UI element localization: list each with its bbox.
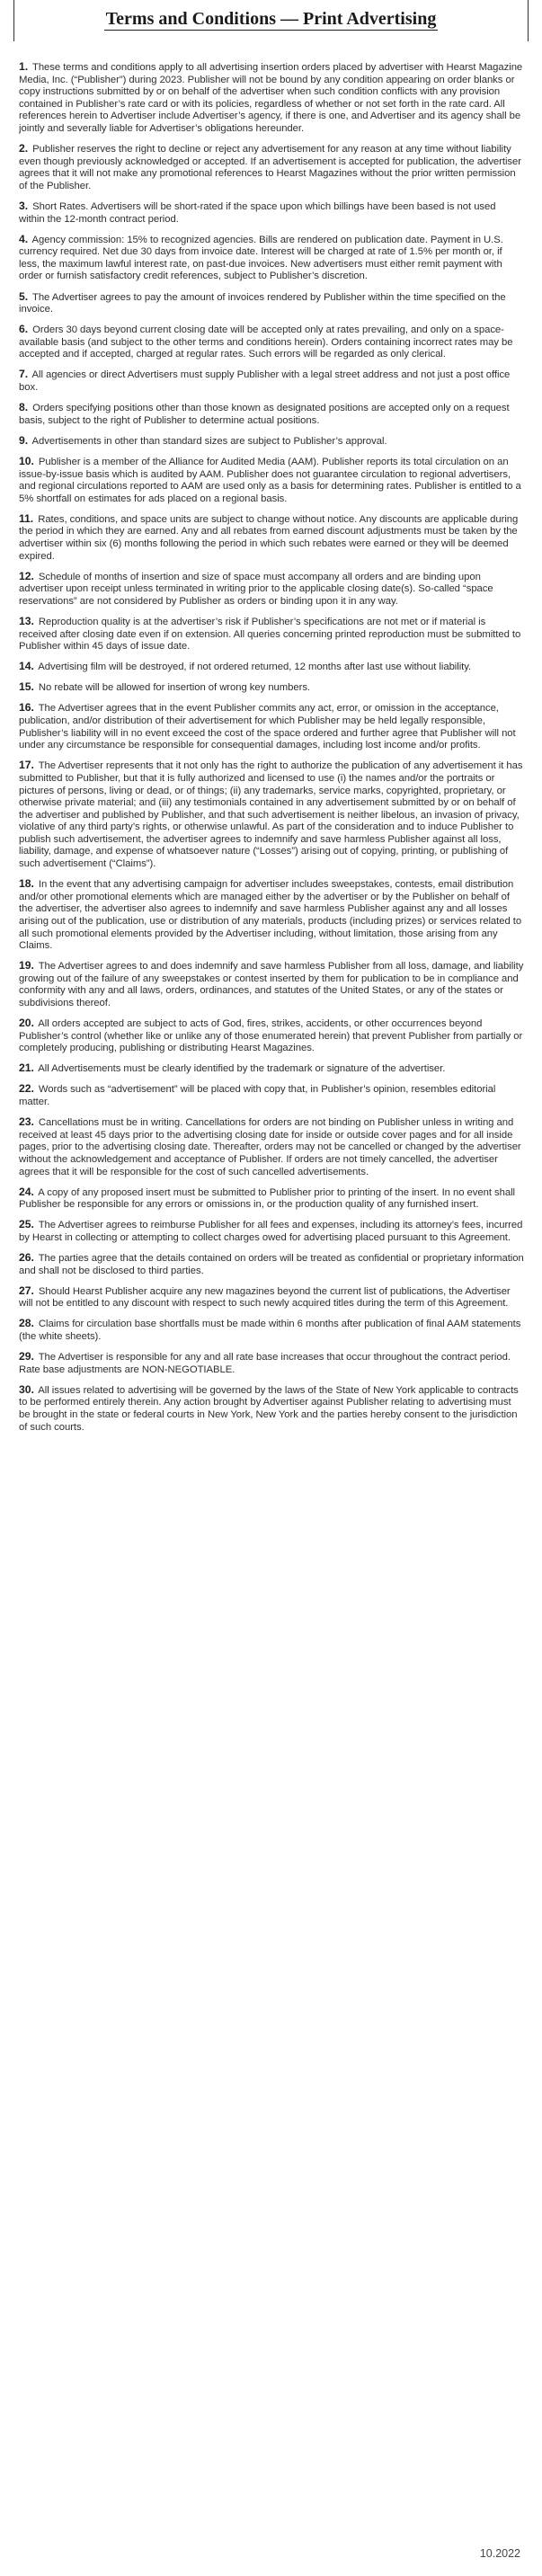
term-number: 1.	[19, 60, 29, 73]
term-number: 2.	[19, 142, 29, 155]
term-number: 26.	[19, 1251, 34, 1264]
term-clause	[19, 1318, 524, 1343]
term-number: 29.	[19, 1350, 34, 1364]
term-clause	[19, 702, 524, 751]
term-number: 23.	[19, 1115, 34, 1129]
term-text: Publisher is a member of the Alliance for Audited Media (AAM). Publisher reports its total circulation on an issue-by-issue basis which is audited by AAM. Publisher does not guarantee circulation to regional advertisers, and regional circulations reported to AAM are used only as a basis for determining rates. Publisher is entitled to a 5% shortfall on estimates for ads placed on a regional basis.	[19, 456, 521, 504]
document-title-text: Terms and Conditions — Print Advertising	[105, 9, 437, 29]
term-text: Advertisements in other than standard sizes are subject to Publisher’s approval.	[31, 435, 387, 447]
term-text: These terms and conditions apply to all advertising insertion orders placed by advertiser with Hearst Magazine Media, Inc. (“Publisher”) during 2023. Publisher will not be bound by any condition appearing on order blanks or copy instructions submitted by or on behalf of the advertiser when such condition conflicts with any provision contained in Publisher’s rate card or with its policies, regardless of whether or not set forth in the rate card. All references herein to Advertiser include Advertiser’s agency, if there is one, and Advertiser and its agency shall be jointly and severally liable for Advertiser’s obligations hereunder.	[19, 62, 523, 134]
term-text: Schedule of months of insertion and size of space must accompany all orders and are binding upon advertiser upon receipt unless terminated in writing prior to the applicable closing date(s). So-called “space reservations” are not considered by Publisher as orders or binding upon it in any way.	[19, 571, 493, 607]
term-clause	[19, 960, 524, 1009]
term-clause	[19, 571, 524, 608]
term-clause	[19, 1062, 524, 1076]
term-clause	[19, 1219, 524, 1244]
term-number: 16.	[19, 701, 34, 715]
term-text: All Advertisements must be clearly identified by the trademark or signature of the advertiser.	[38, 1063, 446, 1075]
term-text: The parties agree that the details contained on orders will be treated as confidential or proprietary information and shall not be disclosed to third parties.	[19, 1253, 524, 1276]
term-number: 20.	[19, 1017, 34, 1030]
term-number: 6.	[19, 323, 29, 336]
term-number: 10.	[19, 454, 34, 467]
term-number: 19.	[19, 959, 34, 973]
term-text: Orders specifying positions other than those known as designated positions are accepted only on a request basis, subject to the right of Publisher to determine actual positions.	[19, 403, 510, 426]
term-number: 12.	[19, 569, 34, 582]
term-text: All agencies or direct Advertisers must supply Publisher with a legal street address and not just a post office box.	[19, 369, 511, 394]
term-clause	[19, 234, 524, 283]
term-clause	[19, 402, 524, 427]
term-clause	[19, 1351, 524, 1376]
term-text: Claims for circulation base shortfalls must be made within 6 months after publication of final AAM statements (the white sheets).	[19, 1319, 521, 1342]
term-number: 8.	[19, 401, 29, 414]
term-clause	[19, 1285, 524, 1310]
term-text: Rates, conditions, and space units are subject to change without notice. Any discounts are applicable during the period in which they are earned. Any and all rebates from earned discount adjustments must be taken by the advertiser within six (6) months following the period in which such rebates were earned or they will be deemed expired.	[19, 513, 519, 562]
term-text: Words such as “advertisement” will be placed with copy that, in Publisher’s opinion, resembles editorial matter.	[19, 1084, 496, 1108]
term-number: 9.	[19, 433, 29, 447]
term-number: 24.	[19, 1185, 34, 1198]
term-text: Cancellations must be in writing. Cancellations for orders are not binding on Publisher unless in writing and received at least 45 days prior to the advertising closing date for inside or outside cover pages and for all inside pages, prior to the advertising closing date. Thereafter, orders may not be cancelled or changed by the advertiser without the acknowledgement and acceptance of Publisher. If orders are not timely cancelled, the advertiser agrees that it will be responsible for the cost of such cancelled advertisements.	[19, 1117, 521, 1177]
term-clause	[19, 878, 524, 953]
term-text: Orders 30 days beyond current closing date will be accepted only at rates prevailing, and only on a space-available basis (and subject to the other terms and conditions herein). Orders containing incorrect rates may be accepted and if accepted, charged at regular rates. Such errors will be regarded as only clerical.	[19, 324, 513, 360]
term-text: The Advertiser agrees that in the event Publisher commits any act, error, or omission in the acceptance, publication, and/or distribution of their advertisement for which Publisher may be held legally responsible, Publisher’s liability will in no event exceed the cost of the space ordered and further agree that Publisher will not under any circumstance be responsible for consequential damages, including lost income and/or profits.	[19, 703, 516, 751]
term-clause	[19, 456, 524, 505]
term-text: Publisher reserves the right to decline or reject any advertisement for any reason at any time without liability even though previously acknowledged or accepted. If an advertisement is accepted for publication, the advertiser agrees that it will not make any promotional references to Hearst Magazines without the prior written permission of the Publisher.	[19, 144, 521, 191]
term-clause	[19, 616, 524, 653]
term-clause	[19, 435, 524, 449]
term-text: Advertising film will be destroyed, if not ordered returned, 12 months after last use without liability.	[38, 662, 472, 673]
term-clause	[19, 513, 524, 563]
term-clause	[19, 291, 524, 316]
term-text: All issues related to advertising will be governed by the laws of the State of New York applicable to contracts to be performed entirely therein. Any action brought by Advertiser against Publisher relating to advertising must be brought in the state or federal courts in New York, New York and the parties hereby consent to the jurisdiction of such courts.	[19, 1384, 519, 1433]
term-number: 18.	[19, 877, 34, 891]
term-clause	[19, 1252, 524, 1277]
term-number: 3.	[19, 199, 29, 212]
term-number: 5.	[19, 289, 29, 303]
term-clause	[19, 61, 524, 136]
term-number: 22.	[19, 1082, 34, 1096]
term-number: 11.	[19, 511, 34, 525]
term-text: Reproduction quality is at the advertiser’s risk if Publisher’s specifications are not met or if material is received after closing date even if on extension. All queries concerning printed reproduction must be submitted to Publisher within 45 days of issue date.	[19, 616, 521, 653]
term-clause	[19, 1186, 524, 1212]
term-clause	[19, 143, 524, 192]
term-number: 21.	[19, 1061, 34, 1075]
term-text: The Advertiser agrees to reimburse Publisher for all fees and expenses, including its attorney’s fees, incurred by Hearst in collecting or attempting to collect charges owed for advertising placed pursuant to this Agreement.	[19, 1220, 523, 1243]
term-number: 15.	[19, 680, 34, 694]
term-clause	[19, 1083, 524, 1108]
term-number: 4.	[19, 232, 29, 245]
document-header	[0, 0, 542, 41]
term-text: Short Rates. Advertisers will be short-rated if the space upon which billings have been based is not used within the 12-month contract period.	[19, 200, 496, 225]
term-clause	[19, 1017, 524, 1055]
term-text: The Advertiser agrees to pay the amount of invoices rendered by Publisher within the time specified on the invoice.	[19, 291, 506, 315]
term-text: No rebate will be allowed for insertion of wrong key numbers.	[38, 682, 311, 694]
term-text: Should Hearst Publisher acquire any new magazines beyond the current list of publications, the Advertiser will not be entitled to any discount with respect to such newly acquired titles during the term of this Agreement.	[19, 1285, 511, 1310]
term-clause	[19, 200, 524, 226]
term-number: 7.	[19, 368, 29, 381]
term-text: All orders accepted are subject to acts of God, fires, strikes, accidents, or other occurrences beyond Publisher’s control (whether like or unlike any of those enumerated herein) that prevent Publisher from partially or completely producing, publishing or distributing Hearst Magazines.	[19, 1018, 523, 1054]
term-text: A copy of any proposed insert must be submitted to Publisher prior to printing of the insert. In no event shall Publisher be responsible for any errors or omissions in, or the production quality of any furnished insert.	[19, 1186, 515, 1211]
term-clause	[19, 681, 524, 695]
term-clause	[19, 369, 524, 394]
term-clause	[19, 1116, 524, 1178]
term-number: 17.	[19, 759, 34, 772]
term-text: The Advertiser is responsible for any and all rate base increases that occur throughout the contract period. Rate base adjustments are NON-NEGOTIABLE.	[19, 1352, 511, 1375]
term-number: 13.	[19, 614, 34, 627]
term-number: 30.	[19, 1382, 34, 1396]
term-number: 28.	[19, 1317, 34, 1330]
term-number: 27.	[19, 1284, 34, 1297]
term-clause	[19, 661, 524, 674]
term-clause	[19, 759, 524, 870]
document-date-code: 10.2022	[479, 2547, 520, 2560]
document-title	[0, 9, 542, 30]
term-clause	[19, 1384, 524, 1434]
term-clause	[19, 324, 524, 361]
term-number: 14.	[19, 660, 34, 673]
term-text: Agency commission: 15% to recognized agencies. Bills are rendered on publication date. Payment in U.S. currency required. Net due 30 days from invoice date. Interest will be charged at rate of 1.5% per month or, if less, the maximum lawful interest rate, on past-due invoices. New advertisers must either remit payment with order or furnish satisfactory credit references, subject to Publisher’s discretion.	[19, 234, 503, 282]
term-number: 25.	[19, 1218, 34, 1231]
term-text: The Advertiser agrees to and does indemnify and save harmless Publisher from all loss, damage, and liability growing out of the failure of any sweepstakes or contest inserted by them for publication to be in compliance and conformity with any and all laws, orders, ordinances, and statutes of the United States, or any of the states or subdivisions thereof.	[19, 961, 524, 1008]
term-text: In the event that any advertising campaign for advertiser includes sweepstakes, contests, email distribution and/or other promotional elements which are managed either by the advertiser or by the Publisher on behalf of the advertiser, the advertiser also agrees to indemnify and save harmless Publisher against any and all losses arising out of the publication, use or distribution of any materials, products (including prizes) or services related to all such promotional elements provided by the Advertiser including, without limitation, those arising from any Claims.	[19, 879, 522, 952]
term-text: The Advertiser represents that it not only has the right to authorize the publication of any advertisement it has submitted to Publisher, but that it is fully authorized and licensed to use (i) the names and/or the portraits or pictures of persons, living or dead, or of things; (ii) any trademarks, service marks, copyrighted, proprietary, or otherwise private material; and (iii) any testimonials contained in any advertisement submitted by or on behalf of the advertiser and published by Publisher, and that such advertisement is neither libelous, an invasion of privacy, violative of any third party’s rights, or otherwise unlawful. As part of the consideration and to induce Publisher to publish such advertisement, the advertiser agrees to indemnify and save harmless Publisher against all loss, liability, damage, and expense of whatsoever nature (“Losses”) arising out of copying, printing, or publishing of such advertisement (“Claims”).	[19, 760, 523, 870]
terms-list	[19, 61, 524, 1442]
